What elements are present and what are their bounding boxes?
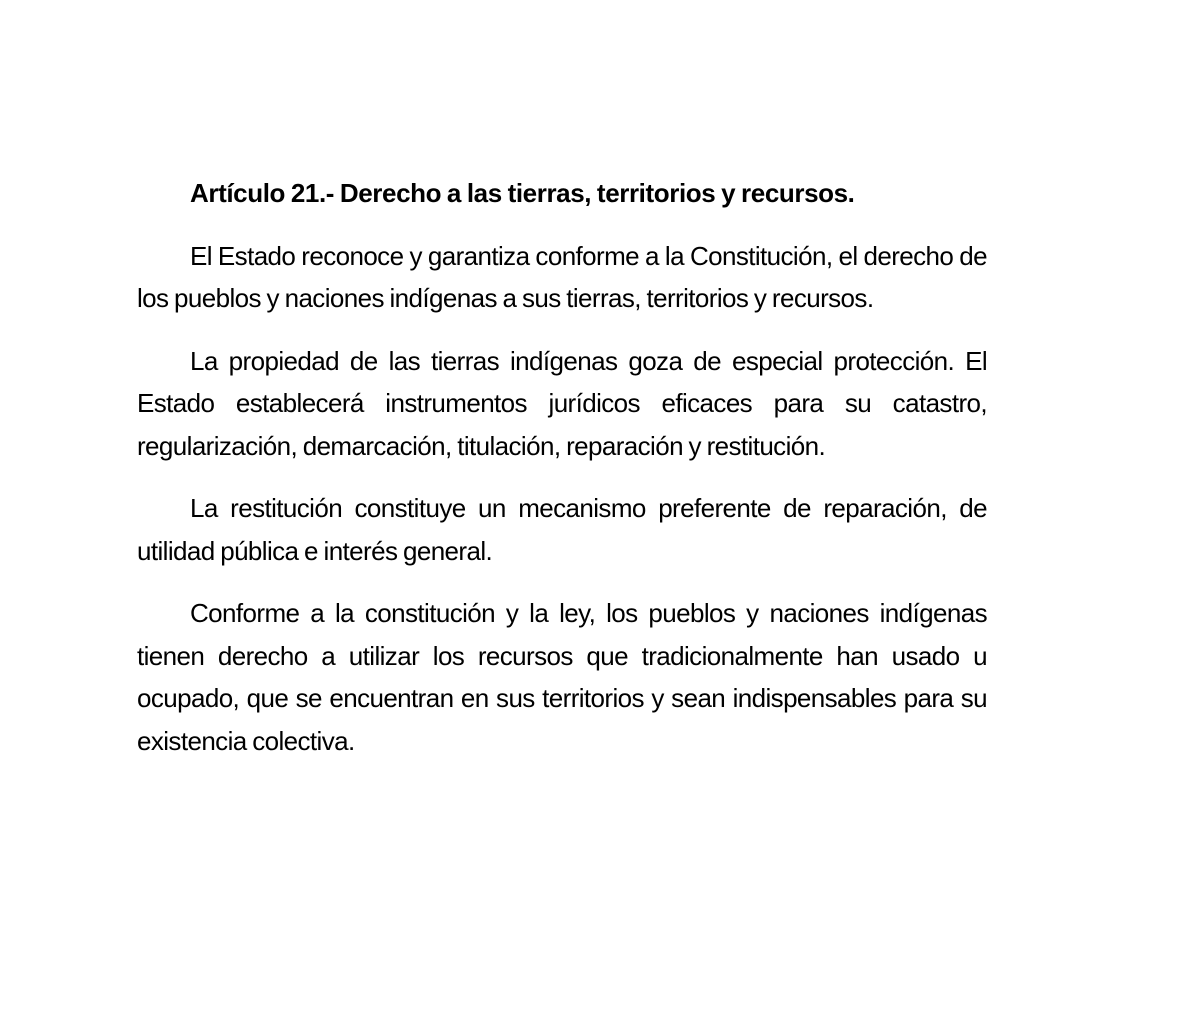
document-page	[137, 172, 987, 782]
article-paragraph-4: Conforme a la constitución y la ley, los pueblos y naciones indígenas tienen derecho a utilizar los recursos que tradicionalmente han usado u ocupado, que se encuentran en sus territorios y sean indispensables para su existencia colectiva.	[137, 598, 987, 756]
article-paragraph-1: El Estado reconoce y garantiza conforme a la Constitución, el derecho de los pueblos y naciones indígenas a sus tierras, territorios y recursos.	[137, 240, 987, 313]
article-paragraph-3: La restitución constituye un mecanismo preferente de reparación, de utilidad pública e interés general.	[137, 493, 987, 566]
article-heading: Artículo 21.- Derecho a las tierras, territorios y recursos.	[190, 178, 855, 208]
article-paragraph-2: La propiedad de las tierras indígenas goza de especial protección. El Estado establecerá instrumentos jurídicos eficaces para su catastro, regularización, demarcación, titulación, reparación y restitución.	[137, 345, 987, 461]
